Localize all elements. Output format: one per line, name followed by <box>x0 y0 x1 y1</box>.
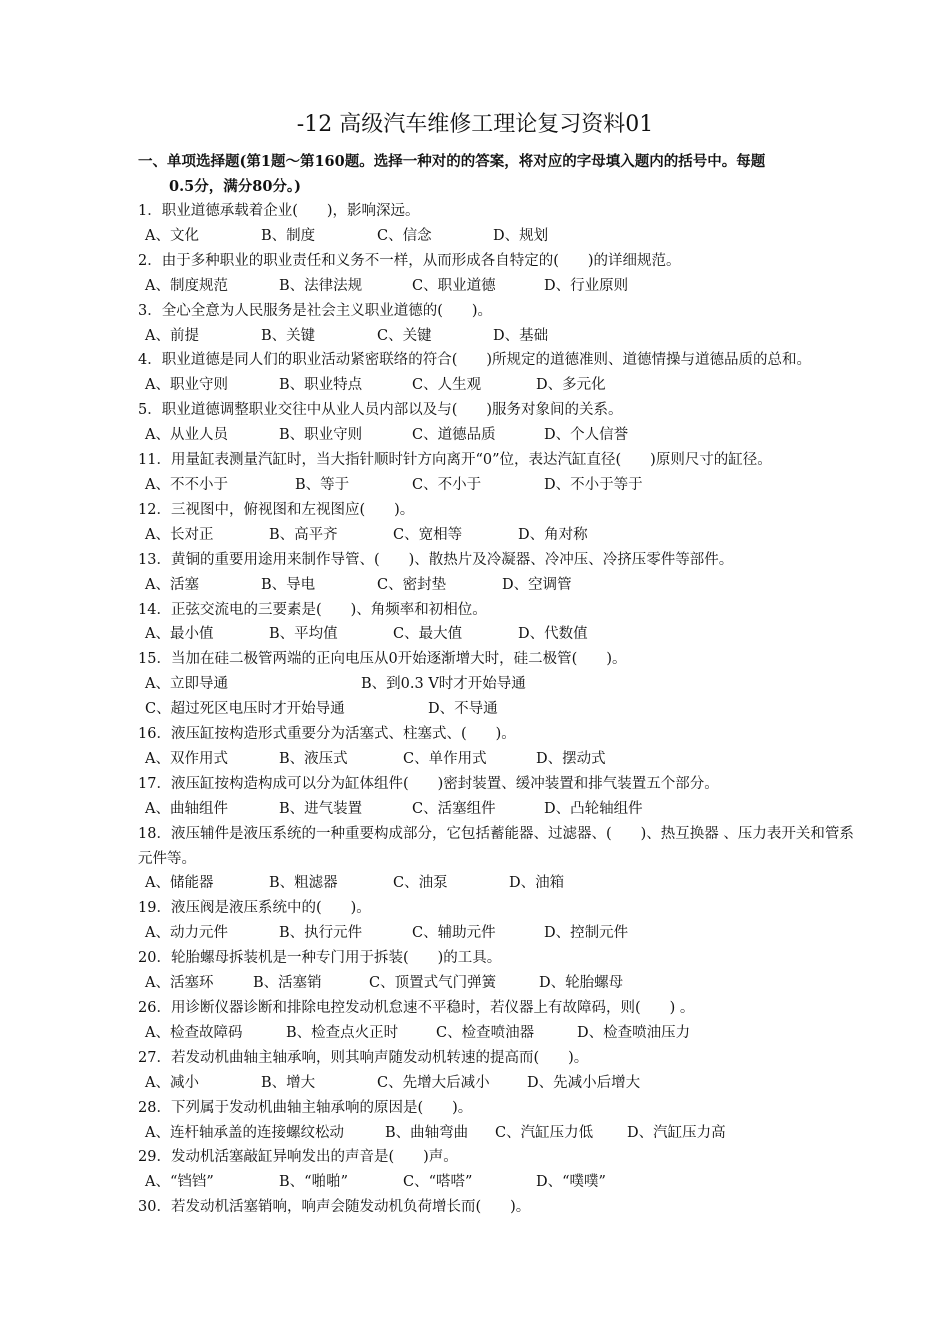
option-d: D、代数值 <box>518 626 588 643</box>
section-heading <box>138 149 868 199</box>
question-options <box>138 324 878 349</box>
question-text: 11．用量缸表测量汽缸时，当大指针顺时针方向离开“0”位，表达汽缸直径( )原则尺寸的缸径。 <box>138 452 772 469</box>
option-b: B、检查点火正时 <box>286 1024 399 1041</box>
question-options <box>138 697 878 722</box>
option-a: A、连杆轴承盖的连接螺纹松动 <box>145 1124 344 1141</box>
option-b: B、制度 <box>261 227 316 244</box>
option-d: D、“噗噗” <box>536 1174 606 1191</box>
option-c: C、辅助元件 <box>412 925 496 942</box>
question-text: 5．职业道德调整职业交往中从业人员内部以及与( )服务对象间的关系。 <box>138 402 623 419</box>
option-b: B、到0.3 V时才开始导通 <box>361 676 526 693</box>
option-b: B、进气装置 <box>279 800 363 817</box>
question-options <box>138 224 878 249</box>
option-d: D、凸轮轴组件 <box>544 800 643 817</box>
option-a: A、最小值 <box>145 626 214 643</box>
option-c: C、检查喷油器 <box>436 1024 535 1041</box>
question-options <box>138 1071 878 1096</box>
option-a: A、职业守则 <box>145 377 228 394</box>
option-a: A、制度规范 <box>145 277 228 294</box>
option-a: A、长对正 <box>145 526 214 543</box>
option-c: C、活塞组件 <box>412 800 496 817</box>
option-d: D、控制元件 <box>544 925 629 942</box>
question-options <box>138 373 878 398</box>
option-c: C、职业道德 <box>412 277 496 294</box>
question-text: 19．液压阀是液压系统中的( )。 <box>138 900 371 917</box>
question-options <box>138 1121 878 1146</box>
question-text: 4．职业道德是同人们的职业活动紧密联络的符合( )所规定的道德准则、道德情操与道德品质的总和。 <box>138 352 812 369</box>
option-d: D、基础 <box>493 327 549 344</box>
option-b: B、职业特点 <box>279 377 363 394</box>
question-text: 12．三视图中，俯视图和左视图应( )。 <box>138 501 415 518</box>
question-options <box>138 797 878 822</box>
question-text: 2．由于多种职业的职业责任和义务不一样，从而形成各自特定的( )的详细规范。 <box>138 252 681 269</box>
option-b: B、平均值 <box>269 626 338 643</box>
question-text: 30．若发动机活塞销响，响声会随发动机负荷增长而( )。 <box>138 1199 531 1216</box>
option-c: C、信念 <box>377 227 432 244</box>
option-c: C、关键 <box>377 327 432 344</box>
question-text: 13．黄铜的重要用途用来制作导管、( )、散热片及冷凝器、冷冲压、冷挤压零件等部件。 <box>138 551 734 568</box>
question-text: 27．若发动机曲轴主轴承响，则其响声随发动机转速的提高而( )。 <box>138 1049 589 1066</box>
question-options <box>138 747 878 772</box>
question-text: 15．当加在硅二极管两端的正向电压从0开始逐渐增大时，硅二极管( )。 <box>138 651 627 668</box>
option-d: D、先减小后增大 <box>527 1074 641 1091</box>
option-a: A、双作用式 <box>145 750 228 767</box>
option-d: D、不导通 <box>428 701 498 718</box>
question-options <box>138 672 878 697</box>
question-options <box>138 523 878 548</box>
question-text: 20．轮胎螺母拆装机是一种专门用于拆装( )的工具。 <box>138 950 502 967</box>
option-b: B、等于 <box>295 476 350 493</box>
option-d: D、行业原则 <box>544 277 629 294</box>
question-options <box>138 473 878 498</box>
question-list <box>138 199 878 1220</box>
question-options <box>138 871 878 896</box>
option-b: B、执行元件 <box>279 925 363 942</box>
option-a: A、立即导通 <box>145 676 228 693</box>
question-options <box>138 971 878 996</box>
option-c: C、密封垫 <box>377 576 447 593</box>
option-d: D、规划 <box>493 227 549 244</box>
option-c: C、汽缸压力低 <box>495 1124 594 1141</box>
option-a: A、活塞 <box>145 576 199 593</box>
option-d: D、空调管 <box>502 576 572 593</box>
option-b: B、高平齐 <box>269 526 338 543</box>
question-options <box>138 274 878 299</box>
option-c: C、人生观 <box>412 377 482 394</box>
question-text: 28．下列属于发动机曲轴主轴承响的原因是( )。 <box>138 1099 473 1116</box>
option-d: D、轮胎螺母 <box>539 975 624 992</box>
question-options <box>138 622 878 647</box>
option-b: B、曲轴弯曲 <box>385 1124 469 1141</box>
question-text: 18．液压辅件是液压系统的一种重要构成部分，它包括蓄能器、过滤器、( )、热互换器 、压力表开关和管系元件等。 <box>138 825 854 867</box>
option-c: C、油泵 <box>393 875 448 892</box>
question-text: 1．职业道德承载着企业( )，影响深远。 <box>138 203 420 219</box>
question-text: 14．正弦交流电的三要素是( )、角频率和初相位。 <box>138 601 487 618</box>
option-a: A、动力元件 <box>145 925 228 942</box>
option-a: A、检查故障码 <box>145 1024 243 1041</box>
document-title: -12 高级汽车维修工理论复习资料01 <box>296 112 654 137</box>
question-text: 17．液压缸按构造构成可以分为缸体组件( )密封装置、缓冲装置和排气装置五个部分。 <box>138 775 719 792</box>
option-a: A、活塞环 <box>145 975 214 992</box>
question-text: 3．全心全意为人民服务是社会主义职业道德的( )。 <box>138 302 493 319</box>
question-text: 29．发动机活塞敲缸异响发出的声音是( )声。 <box>138 1149 458 1166</box>
option-d: D、个人信誉 <box>544 427 629 444</box>
option-b: B、法律法规 <box>279 277 363 294</box>
option-a: A、减小 <box>145 1074 199 1091</box>
question-text: 16．液压缸按构造形式重要分为活塞式、柱塞式、( )。 <box>138 726 516 743</box>
option-c: C、超过死区电压时才开始导通 <box>145 701 345 718</box>
option-a: A、储能器 <box>145 875 214 892</box>
option-a: A、文化 <box>145 227 199 244</box>
option-d: D、多元化 <box>536 377 606 394</box>
option-a: A、“铛铛” <box>145 1174 214 1191</box>
option-c: C、道德品质 <box>412 427 496 444</box>
option-c: C、宽相等 <box>393 526 463 543</box>
option-c: C、最大值 <box>393 626 463 643</box>
option-b: B、关键 <box>261 327 316 344</box>
option-b: B、液压式 <box>279 750 348 767</box>
section-heading-line-2: 0.5分，满分80分。) <box>169 178 302 195</box>
option-c: C、单作用式 <box>403 750 487 767</box>
option-c: C、先增大后减小 <box>377 1074 490 1091</box>
option-b: B、导电 <box>261 576 316 593</box>
option-a: A、不不小于 <box>145 476 228 493</box>
option-d: D、油箱 <box>509 875 565 892</box>
option-b: B、职业守则 <box>279 427 363 444</box>
option-b: B、粗滤器 <box>269 875 338 892</box>
option-a: A、曲轴组件 <box>145 800 228 817</box>
question-options <box>138 423 878 448</box>
option-c: C、不小于 <box>412 476 482 493</box>
option-c: C、顶置式气门弹簧 <box>369 975 497 992</box>
question-text: 26．用诊断仪器诊断和排除电控发动机怠速不平稳时，若仪器上有故障码，则( ) 。 <box>138 1000 695 1016</box>
option-b: B、“啪啪” <box>279 1174 348 1191</box>
option-d: D、角对称 <box>518 526 588 543</box>
option-d: D、摆动式 <box>536 750 606 767</box>
question-options <box>138 1170 878 1195</box>
option-a: A、前提 <box>145 327 199 344</box>
option-b: B、增大 <box>261 1074 316 1091</box>
option-c: C、“嗒嗒” <box>403 1174 473 1191</box>
option-b: B、活塞销 <box>253 975 322 992</box>
question-options <box>138 573 878 598</box>
question-options <box>138 1021 878 1046</box>
option-a: A、从业人员 <box>145 427 228 444</box>
section-heading-line-1: 一、单项选择题(第1题～第160题。选择一种对的的答案，将对应的字母填入题内的括号中。每题 <box>138 153 766 170</box>
option-d: D、检查喷油压力 <box>577 1024 691 1041</box>
question-options <box>138 921 878 946</box>
option-d: D、汽缸压力高 <box>627 1124 726 1141</box>
option-d: D、不小于等于 <box>544 476 643 493</box>
